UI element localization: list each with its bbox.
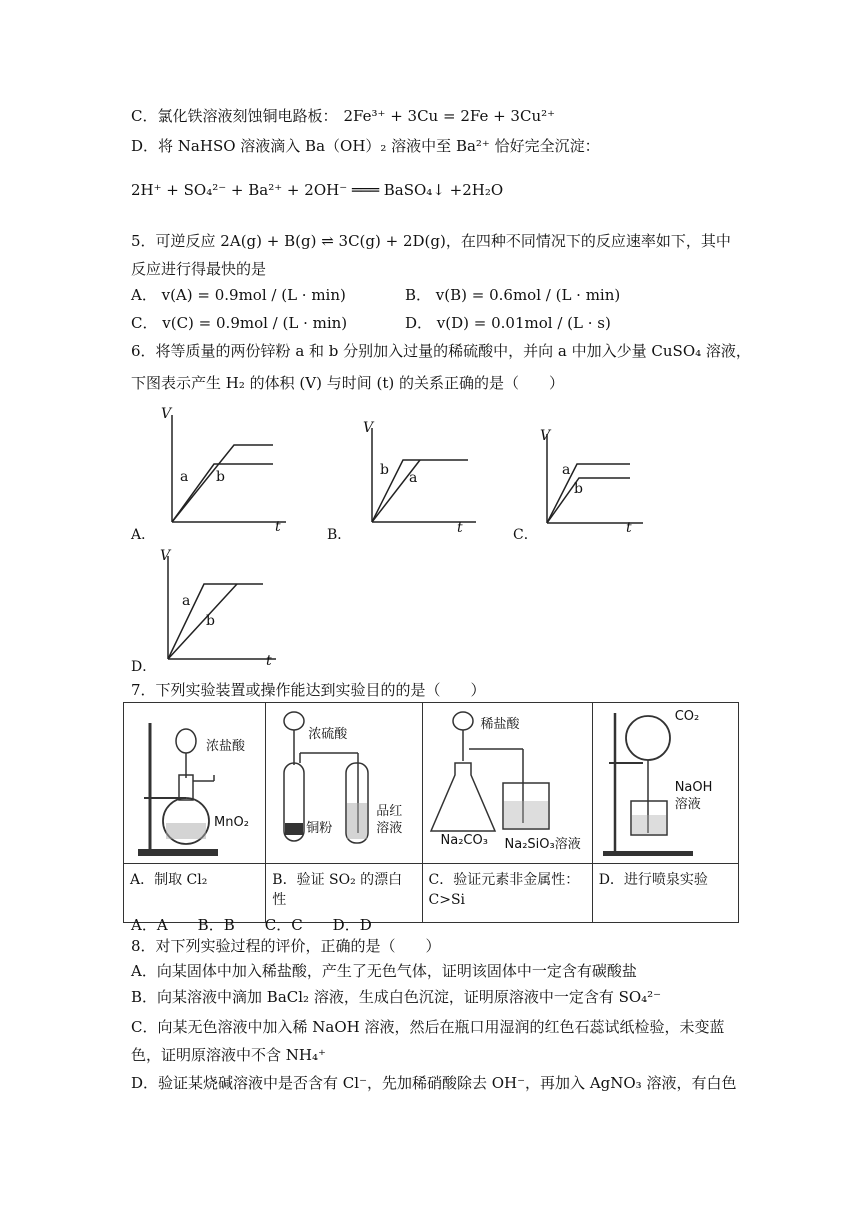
question-6-stem-2: 下图表示产生 H₂ 的体积 (V) 与时间 (t) 的关系正确的是（ ） — [131, 374, 564, 392]
graph-b-series-a: a — [409, 470, 418, 486]
apparatus-b-solid: 铜粉 — [306, 821, 333, 836]
apparatus-d-solution: NaOH 溶液 — [674, 780, 713, 812]
option-c: C．氯化铁溶液刻蚀铜电路板： 2Fe³⁺ + 3Cu = 2Fe + 3Cu²⁺ — [131, 107, 556, 125]
graph-d-t-label: t — [266, 653, 272, 669]
apparatus-b-solution: 品红溶液 — [376, 804, 403, 836]
q8-option-b: B．向某溶液中滴加 BaCl₂ 溶液，生成白色沉淀，证明原溶液中一定含有 SO₄²⁻ — [131, 988, 662, 1006]
graph-option-a: A． — [131, 527, 156, 543]
apparatus-d — [592, 703, 738, 864]
question-6-stem: 6．将等质量的两份锌粉 a 和 b 分别加入过量的稀硫酸中，并向 a 中加入少量 CuSO₄ 溶液， — [131, 342, 751, 360]
graph-option-c: C． — [513, 527, 538, 543]
graph-c-v-label: V — [540, 428, 551, 444]
apparatus-a-reagent: 浓盐酸 — [206, 739, 246, 754]
question-7-stem: 7．下列实验装置或操作能达到实验目的的是（ ） — [131, 681, 486, 699]
graph-b-v-label: V — [363, 420, 374, 436]
apparatus-a — [124, 703, 266, 864]
graph-d-series-a: a — [182, 593, 191, 609]
graph-c-t-label: t — [626, 520, 632, 536]
q5-option-b: B． v(B) = 0.6mol / (L · min) — [405, 286, 621, 304]
apparatus-c-solid: Na₂CO₃ — [440, 833, 488, 848]
apparatus-b-reagent: 浓硫酸 — [308, 727, 348, 742]
q5-option-c: C． v(C) = 0.9mol / (L · min) — [131, 314, 348, 332]
apparatus-c-solution: Na₂SiO₃溶液 — [504, 837, 581, 852]
q5-option-d: D． v(D) = 0.01mol / (L · s) — [405, 314, 611, 332]
q8-option-d: D．验证某烧碱溶液中是否含有 Cl⁻，先加稀硝酸除去 OH⁻，再加入 AgNO₃ 溶液，有白色 — [131, 1074, 737, 1092]
graph-d-series-b: b — [206, 613, 215, 629]
caption-c: C．验证元素非金属性：C>Si — [422, 864, 592, 923]
apparatus-b — [266, 703, 422, 864]
caption-a: A．制取 Cl₂ — [124, 864, 266, 923]
graph-b — [358, 420, 478, 530]
apparatus-d-gas: CO₂ — [674, 709, 700, 724]
apparatus-table — [123, 702, 739, 923]
graph-b-t-label: t — [457, 520, 463, 536]
question-5-stem: 5．可逆反应 2A(g) + B(g) ⇌ 3C(g) + 2D(g)，在四种不同情况下的反应速率如下，其中 — [131, 232, 731, 250]
apparatus-a-solid: MnO₂ — [214, 815, 249, 830]
caption-d: D．进行喷泉实验 — [592, 864, 738, 923]
graph-a — [158, 405, 288, 530]
q5-option-a: A． v(A) = 0.9mol / (L · min) — [131, 286, 346, 304]
graph-b-series-b: b — [380, 462, 389, 478]
graph-c-series-a: a — [562, 462, 571, 478]
apparatus-c — [422, 703, 592, 864]
graph-a-series-b: b — [216, 469, 225, 485]
caption-b: B．验证 SO₂ 的漂白性 — [266, 864, 422, 923]
apparatus-c-reagent: 稀盐酸 — [480, 717, 520, 732]
question-8-stem: 8．对下列实验过程的评价，正确的是（ ） — [131, 937, 441, 955]
graph-d-v-label: V — [160, 548, 171, 564]
graph-option-d: D． — [131, 659, 157, 675]
option-d: D．将 NaHSO 溶液滴入 Ba（OH）₂ 溶液中至 Ba²⁺ 恰好完全沉淀： — [131, 137, 600, 155]
graph-a-v-label: V — [161, 406, 172, 422]
graph-a-t-label: t — [275, 519, 281, 535]
q8-option-a: A．向某固体中加入稀盐酸，产生了无色气体，证明该固体中一定含有碳酸盐 — [131, 962, 637, 980]
graph-d — [158, 550, 278, 665]
equation-c: 2Fe³⁺ + 3Cu = 2Fe + 3Cu²⁺ — [343, 107, 556, 125]
q8-option-c-2: 色，证明原溶液中不含 NH₄⁺ — [131, 1046, 326, 1064]
question-5-stem-2: 反应进行得最快的是 — [131, 260, 267, 278]
q8-option-c-1: C．向某无色溶液中加入稀 NaOH 溶液，然后在瓶口用湿润的红色石蕊试纸检验，未变蓝 — [131, 1018, 725, 1036]
graph-option-b: B． — [327, 527, 352, 543]
question-7-answers: A．A B．B C．C D．D — [131, 916, 372, 934]
graph-a-series-a: a — [180, 469, 189, 485]
equation-d: 2H⁺ + SO₄²⁻ + Ba²⁺ + 2OH⁻ ═══ BaSO₄↓ +2H₂O — [131, 181, 504, 199]
graph-c — [537, 428, 647, 530]
graph-c-series-b: b — [574, 481, 583, 497]
